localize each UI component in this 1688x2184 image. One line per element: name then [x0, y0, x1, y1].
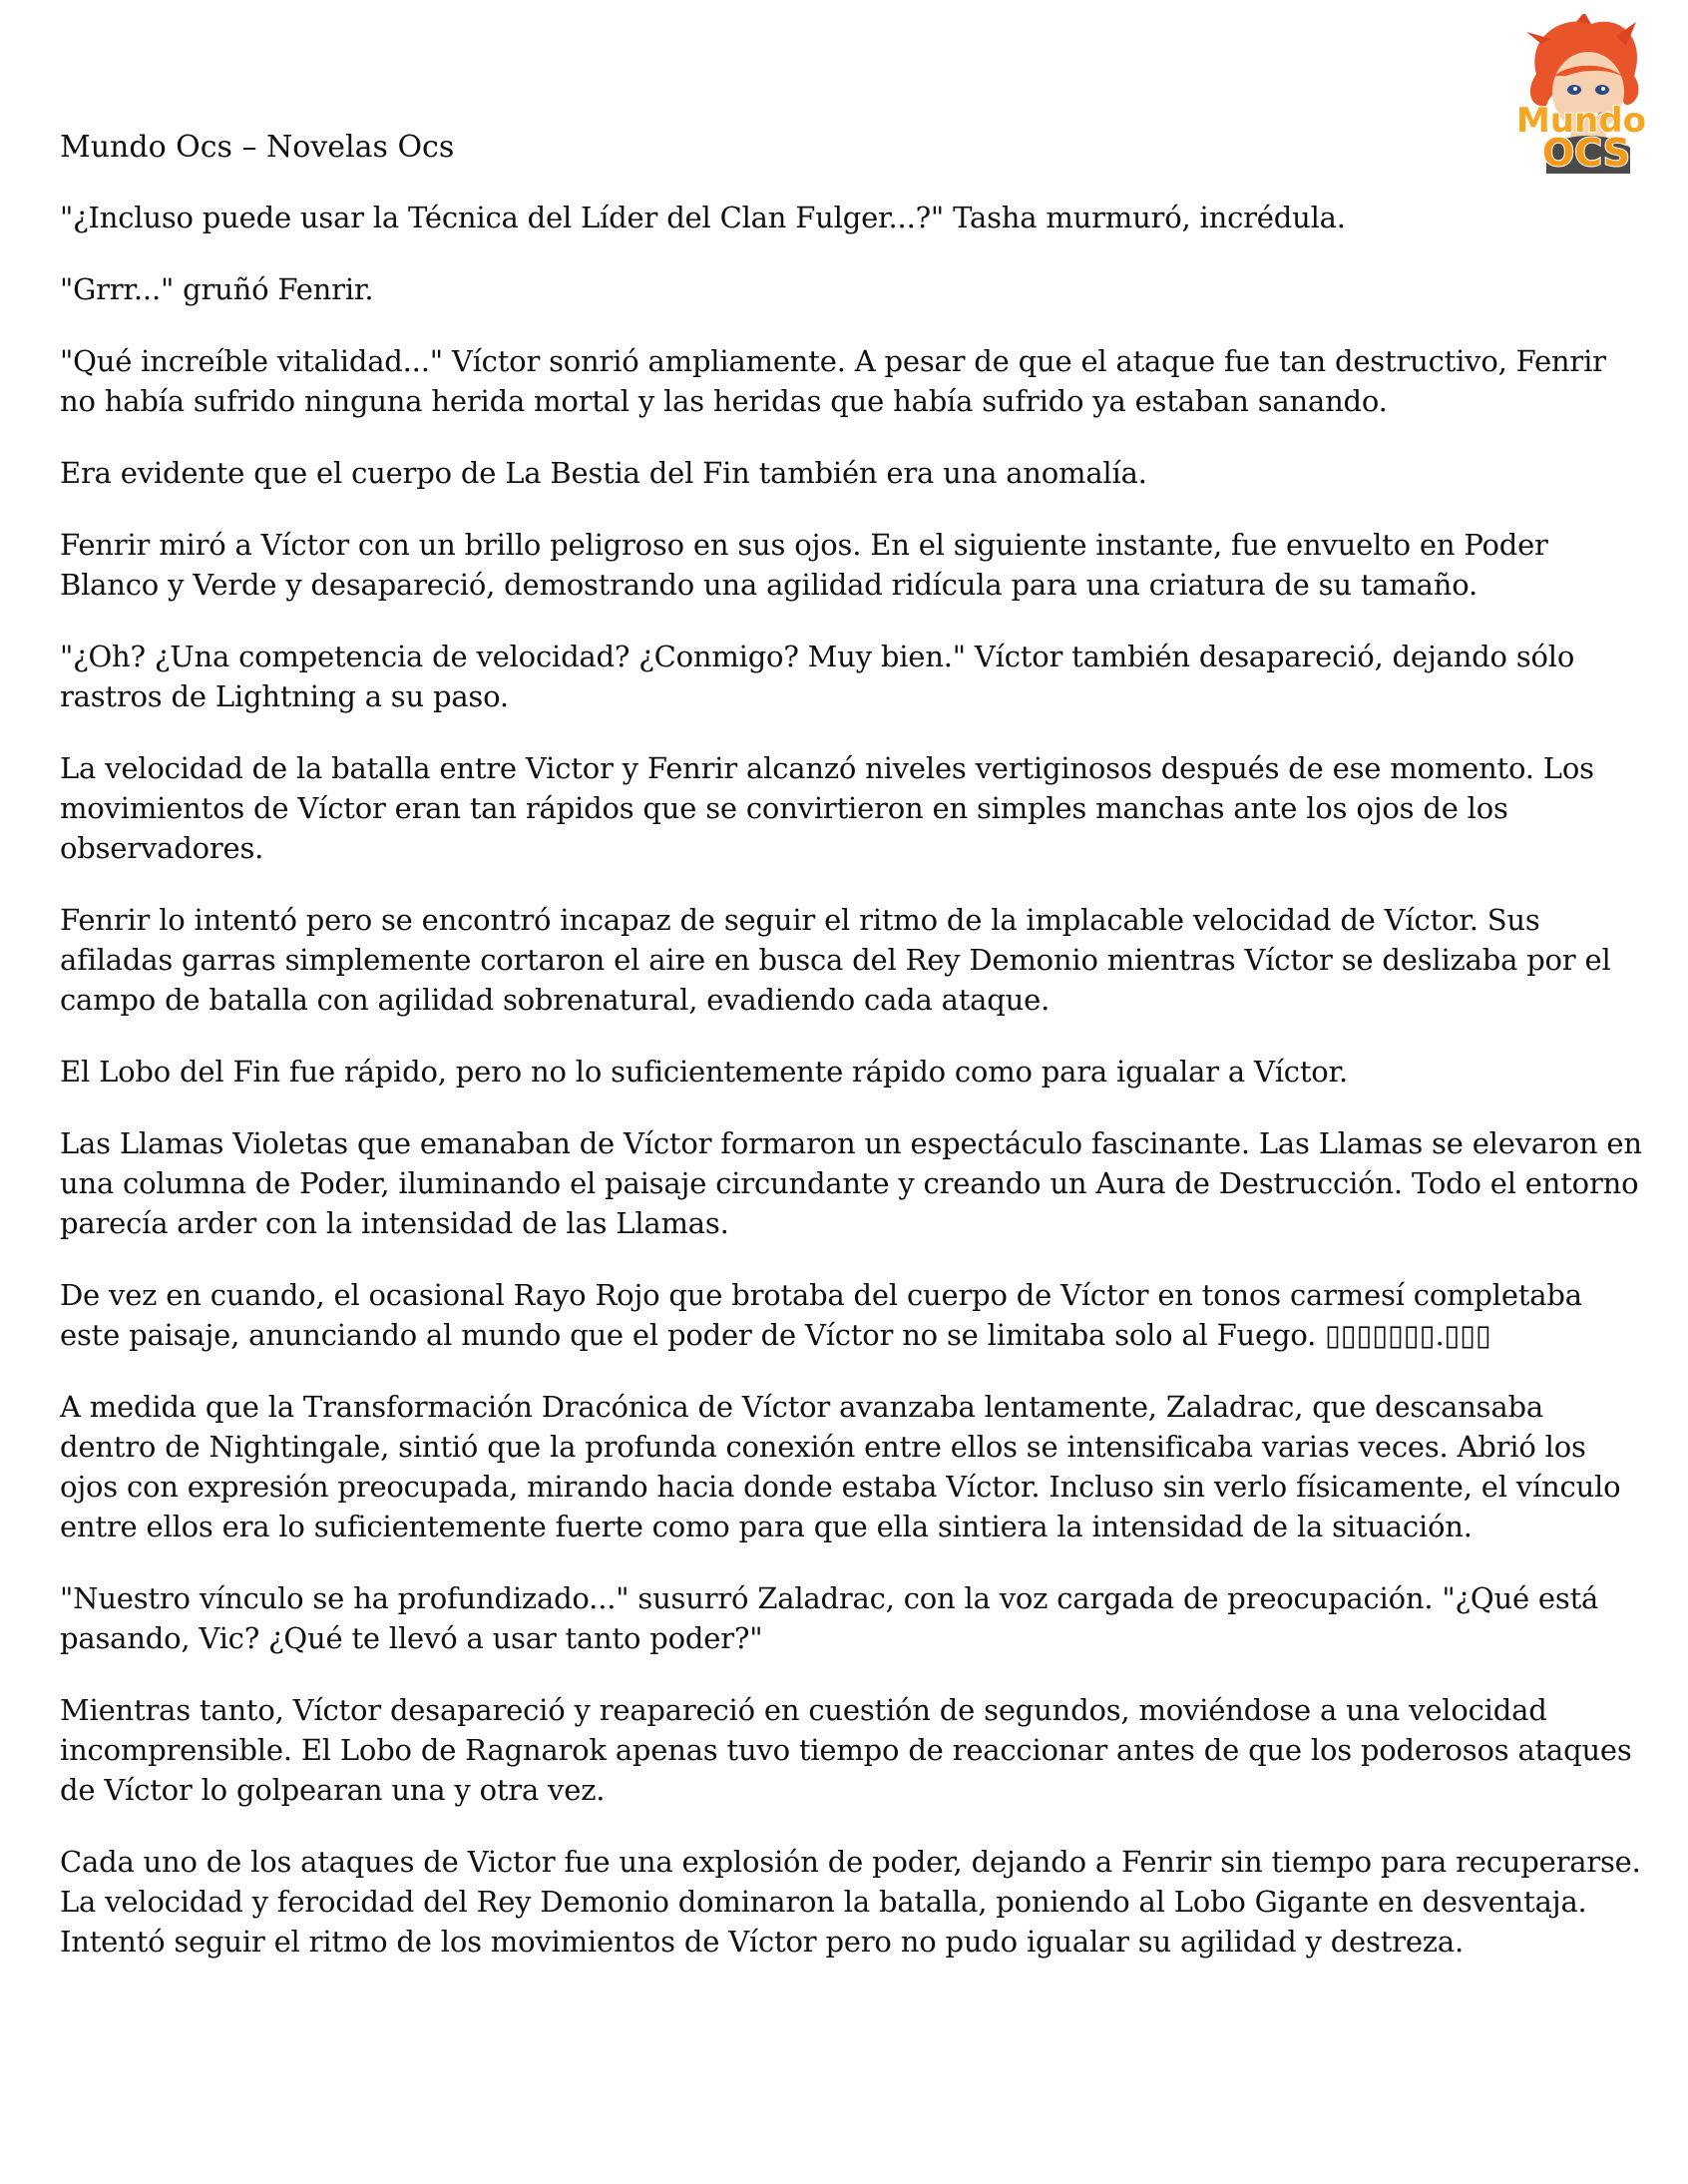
- paragraph: Mientras tanto, Víctor desapareció y reapareció en cuestión de segundos, moviéndose a una velocidad incomprensible. El Lobo de Ragnarok apenas tuvo tiempo de reaccionar antes de que los poderosos ataques de Víctor lo golpearan una y otra vez.: [60, 1693, 1632, 1807]
- paragraph: "Nuestro vínculo se ha profundizado..." susurró Zaladrac, con la voz cargada de preocupación. "¿Qué está pasando, Vic? ¿Qué te llevó a usar tanto poder?": [60, 1581, 1599, 1655]
- site-title: Mundo Ocs – Novelas Ocs: [60, 130, 455, 165]
- paragraph: Fenrir lo intentó pero se encontró incapaz de seguir el ritmo de la implacable velocidad de Víctor. Sus afiladas garras simplemente cortaron el aire en busca del Rey Demonio mientras Víctor se deslizaba por el campo de batalla con agilidad sobrenatural, evadiendo cada ataque.: [60, 903, 1611, 1017]
- logo-text-line1: Mundo: [1516, 101, 1646, 141]
- paragraph: El Lobo del Fin fue rápido, pero no lo suficientemente rápido como para igualar a Víctor.: [60, 1055, 1349, 1089]
- paragraph: Cada uno de los ataques de Victor fue una explosión de poder, dejando a Fenrir sin tiempo para recuperarse. La velocidad y ferocidad del Rey Demonio dominaron la batalla, poniendo al Lobo Gigante en desventaja. Intentó seguir el ritmo de los movimientos de Víctor pero no pudo igualar su agilidad y destreza.: [60, 1845, 1641, 1959]
- logo-text-line2: OCS: [1541, 131, 1631, 174]
- paragraph: De vez en cuando, el ocasional Rayo Rojo que brotaba del cuerpo de Víctor en tonos carmesí completaba este paisaje, anunciando al mundo que el poder de Víctor no se limitaba solo al Fuego. ▯▯▯▯▯▯▯.▯▯▯: [60, 1278, 1582, 1352]
- document-body: [60, 128, 1646, 1993]
- paragraph: A medida que la Transformación Dracónica de Víctor avanzaba lentamente, Zaladrac, que descansaba dentro de Nightingale, sintió que la profunda conexión entre ellos se intensificaba varias veces. Abrió los ojos con expresión preocupada, mirando hacia donde estaba Víctor. Incluso sin verlo físicamente, el vínculo entre ellos era lo suficientemente fuerte como para que ella sintiera la intensidad de la situación.: [60, 1390, 1621, 1543]
- paragraph: Fenrir miró a Víctor con un brillo peligroso en sus ojos. En el siguiente instante, fue envuelto en Poder Blanco y Verde y desapareció, demostrando una agilidad ridícula para una criatura de su tamaño.: [60, 528, 1548, 602]
- paragraph: "¿Oh? ¿Una competencia de velocidad? ¿Conmigo? Muy bien." Víctor también desapareció, dejando sólo rastros de Lightning a su paso.: [60, 640, 1575, 713]
- paragraph: "Grrr..." gruñó Fenrir.: [60, 272, 374, 306]
- paragraph: "¿Incluso puede usar la Técnica del Líder del Clan Fulger...?" Tasha murmuró, incrédula.: [60, 201, 1346, 234]
- paragraph: "Qué increíble vitalidad..." Víctor sonrió ampliamente. A pesar de que el ataque fue tan destructivo, Fenrir no había sufrido ninguna herida mortal y las heridas que había sufrido ya estaban sanando.: [60, 344, 1606, 418]
- paragraph: Era evidente que el cuerpo de La Bestia del Fin también era una anomalía.: [60, 456, 1147, 490]
- paragraph: Las Llamas Violetas que emanaban de Víctor formaron un espectáculo fascinante. Las Llamas se elevaron en una columna de Poder, iluminando el paisaje circundante y creando un Aura de Destrucción. Todo el entorno parecía arder con la intensidad de las Llamas.: [60, 1126, 1642, 1240]
- paragraph: La velocidad de la batalla entre Victor y Fenrir alcanzó niveles vertiginosos después de ese momento. Los movimientos de Víctor eran tan rápidos que se convirtieron en simples manchas ante los ojos de los observadores.: [60, 751, 1594, 865]
